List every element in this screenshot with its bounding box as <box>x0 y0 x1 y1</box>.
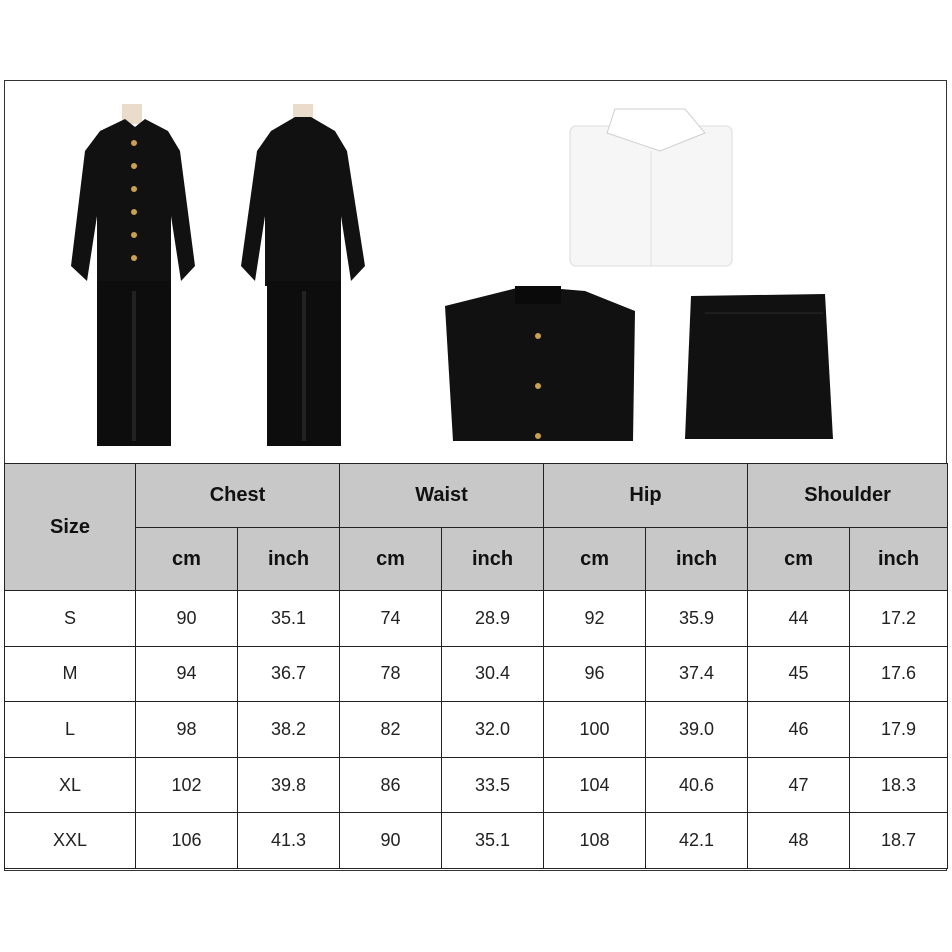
hip-inch-cell: 35.9 <box>646 591 748 647</box>
waist-header: Waist <box>340 464 544 528</box>
waist-cm-cell: 86 <box>340 757 442 813</box>
size-cell: XXL <box>5 813 136 869</box>
product-photo-area <box>5 81 947 465</box>
shoulder-cm-cell: 48 <box>748 813 850 869</box>
table-row <box>5 591 948 647</box>
chest-cm-cell: 102 <box>136 757 238 813</box>
unit-inch-header: inch <box>850 528 948 591</box>
waist-inch-cell: 35.1 <box>442 813 544 869</box>
shoulder-inch-cell: 18.3 <box>850 757 948 813</box>
hip-cm-cell: 92 <box>544 591 646 647</box>
chest-inch-cell: 36.7 <box>238 646 340 702</box>
shoulder-cm-cell: 46 <box>748 702 850 758</box>
folded-white-shirt <box>570 109 732 266</box>
unit-inch-header: inch <box>442 528 544 591</box>
unit-header-row <box>5 528 948 591</box>
hip-inch-cell: 42.1 <box>646 813 748 869</box>
waist-inch-cell: 30.4 <box>442 646 544 702</box>
table-row <box>5 813 948 869</box>
size-chart-table <box>4 463 948 869</box>
hip-cm-cell: 108 <box>544 813 646 869</box>
hip-inch-cell: 37.4 <box>646 646 748 702</box>
mannequin-back <box>241 104 365 446</box>
size-cell: XL <box>5 757 136 813</box>
chest-cm-cell: 94 <box>136 646 238 702</box>
hip-cm-cell: 104 <box>544 757 646 813</box>
waist-inch-cell: 28.9 <box>442 591 544 647</box>
mannequin-front <box>71 104 195 446</box>
product-illustration <box>5 81 947 465</box>
folded-black-jacket <box>445 286 635 441</box>
shoulder-cm-cell: 47 <box>748 757 850 813</box>
shoulder-inch-cell: 18.7 <box>850 813 948 869</box>
shoulder-inch-cell: 17.6 <box>850 646 948 702</box>
table-row <box>5 757 948 813</box>
waist-cm-cell: 78 <box>340 646 442 702</box>
hip-inch-cell: 40.6 <box>646 757 748 813</box>
group-header-row <box>5 464 948 528</box>
shoulder-inch-cell: 17.2 <box>850 591 948 647</box>
unit-cm-header: cm <box>340 528 442 591</box>
chest-cm-cell: 106 <box>136 813 238 869</box>
shoulder-cm-cell: 45 <box>748 646 850 702</box>
waist-cm-cell: 82 <box>340 702 442 758</box>
chest-inch-cell: 39.8 <box>238 757 340 813</box>
unit-inch-header: inch <box>238 528 340 591</box>
shoulder-header: Shoulder <box>748 464 948 528</box>
chest-cm-cell: 98 <box>136 702 238 758</box>
chest-cm-cell: 90 <box>136 591 238 647</box>
unit-cm-header: cm <box>544 528 646 591</box>
size-header: Size <box>5 464 136 591</box>
chest-inch-cell: 35.1 <box>238 591 340 647</box>
unit-inch-header: inch <box>646 528 748 591</box>
shoulder-cm-cell: 44 <box>748 591 850 647</box>
hip-cm-cell: 100 <box>544 702 646 758</box>
hip-inch-cell: 39.0 <box>646 702 748 758</box>
folded-black-pants <box>685 294 833 439</box>
table-row <box>5 702 948 758</box>
waist-cm-cell: 90 <box>340 813 442 869</box>
table-row <box>5 646 948 702</box>
shoulder-inch-cell: 17.9 <box>850 702 948 758</box>
unit-cm-header: cm <box>136 528 238 591</box>
unit-cm-header: cm <box>748 528 850 591</box>
waist-inch-cell: 32.0 <box>442 702 544 758</box>
chest-inch-cell: 41.3 <box>238 813 340 869</box>
waist-inch-cell: 33.5 <box>442 757 544 813</box>
size-cell: S <box>5 591 136 647</box>
chest-header: Chest <box>136 464 340 528</box>
hip-header: Hip <box>544 464 748 528</box>
hip-cm-cell: 96 <box>544 646 646 702</box>
size-cell: L <box>5 702 136 758</box>
chest-inch-cell: 38.2 <box>238 702 340 758</box>
size-cell: M <box>5 646 136 702</box>
waist-cm-cell: 74 <box>340 591 442 647</box>
